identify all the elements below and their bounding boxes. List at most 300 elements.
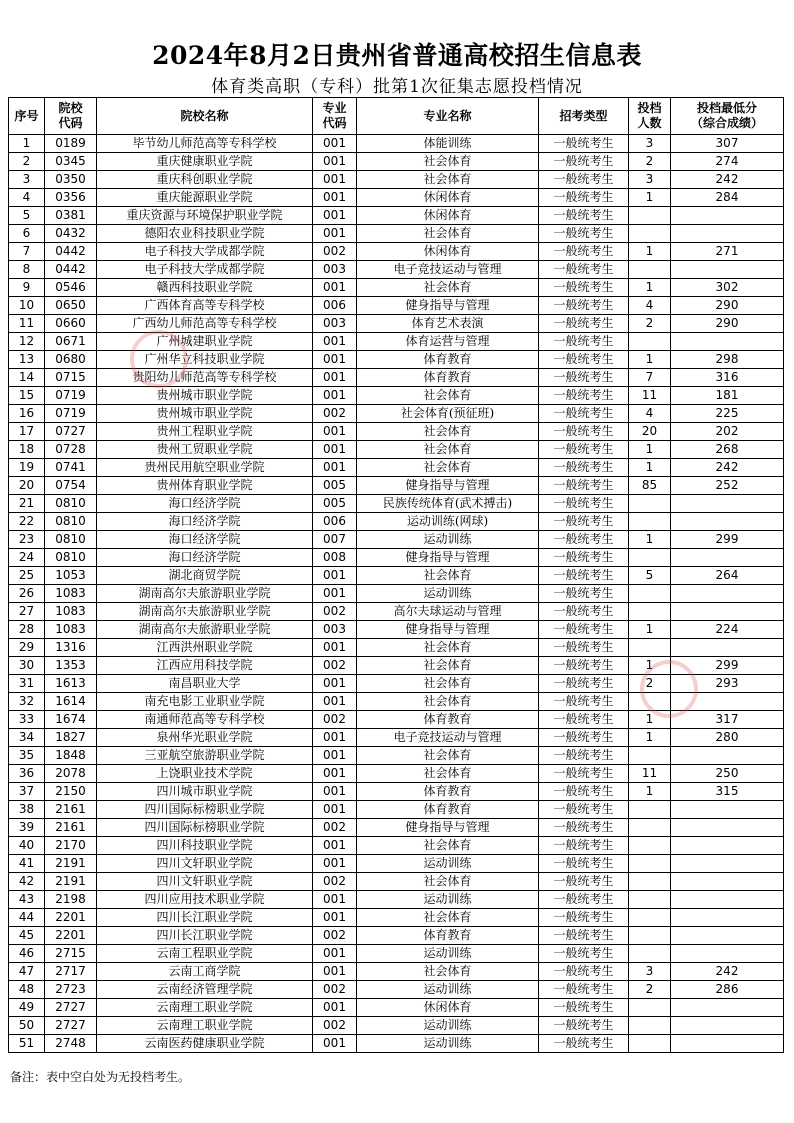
cell-min-score: [671, 909, 784, 927]
cell-major-name: 社会体育: [357, 675, 539, 693]
header-school-name: 院校名称: [97, 98, 313, 135]
cell-school-code: 0810: [45, 549, 97, 567]
cell-school-name: 三亚航空旅游职业学院: [97, 747, 313, 765]
cell-seq: 1: [9, 135, 45, 153]
cell-min-score: [671, 261, 784, 279]
cell-school-code: 1674: [45, 711, 97, 729]
table-body: [9, 135, 784, 1053]
cell-seq: 2: [9, 153, 45, 171]
cell-major-code: 001: [313, 171, 357, 189]
cell-count: [629, 639, 671, 657]
header-seq: 序号: [9, 98, 45, 135]
cell-min-score: [671, 873, 784, 891]
cell-school-code: 1827: [45, 729, 97, 747]
cell-school-code: 0350: [45, 171, 97, 189]
cell-count: 20: [629, 423, 671, 441]
cell-type: 一般统考生: [539, 999, 629, 1017]
cell-min-score: 307: [671, 135, 784, 153]
cell-major-name: 运动训练(网球): [357, 513, 539, 531]
cell-major-code: 001: [313, 765, 357, 783]
cell-school-name: 毕节幼儿师范高等专科学校: [97, 135, 313, 153]
table-row: [9, 225, 784, 243]
cell-type: 一般统考生: [539, 927, 629, 945]
table-row: [9, 693, 784, 711]
cell-school-code: 2198: [45, 891, 97, 909]
cell-seq: 31: [9, 675, 45, 693]
header-type: 招考类型: [539, 98, 629, 135]
cell-major-code: 001: [313, 189, 357, 207]
cell-type: 一般统考生: [539, 459, 629, 477]
cell-major-code: 001: [313, 747, 357, 765]
cell-count: 3: [629, 135, 671, 153]
cell-count: 2: [629, 675, 671, 693]
cell-type: 一般统考生: [539, 639, 629, 657]
cell-major-name: 社会体育: [357, 387, 539, 405]
cell-school-name: 贵阳幼儿师范高等专科学校: [97, 369, 313, 387]
cell-school-name: 云南经济管理学院: [97, 981, 313, 999]
cell-min-score: [671, 1017, 784, 1035]
cell-major-name: 社会体育: [357, 909, 539, 927]
cell-seq: 6: [9, 225, 45, 243]
cell-school-code: 2715: [45, 945, 97, 963]
cell-min-score: 242: [671, 171, 784, 189]
cell-school-name: 广州华立科技职业学院: [97, 351, 313, 369]
cell-school-name: 四川科技职业学院: [97, 837, 313, 855]
cell-major-code: 001: [313, 693, 357, 711]
cell-school-code: 2723: [45, 981, 97, 999]
cell-major-name: 体育教育: [357, 369, 539, 387]
cell-school-name: 四川国际标榜职业学院: [97, 819, 313, 837]
cell-school-name: 四川文轩职业学院: [97, 873, 313, 891]
table-row: [9, 1017, 784, 1035]
cell-major-code: 002: [313, 819, 357, 837]
cell-seq: 34: [9, 729, 45, 747]
cell-major-code: 001: [313, 333, 357, 351]
header-min-score: [671, 98, 784, 135]
table-row: [9, 855, 784, 873]
cell-count: 3: [629, 171, 671, 189]
cell-count: 1: [629, 351, 671, 369]
cell-school-code: 1053: [45, 567, 97, 585]
cell-type: 一般统考生: [539, 765, 629, 783]
cell-type: 一般统考生: [539, 909, 629, 927]
cell-count: [629, 909, 671, 927]
cell-school-name: 重庆能源职业学院: [97, 189, 313, 207]
cell-school-code: 0442: [45, 243, 97, 261]
cell-seq: 10: [9, 297, 45, 315]
cell-school-name: 四川应用技术职业学院: [97, 891, 313, 909]
cell-school-code: 1083: [45, 585, 97, 603]
cell-major-code: 002: [313, 657, 357, 675]
cell-major-code: 001: [313, 837, 357, 855]
cell-seq: 17: [9, 423, 45, 441]
cell-school-code: 0754: [45, 477, 97, 495]
cell-count: 1: [629, 441, 671, 459]
cell-major-name: 社会体育: [357, 837, 539, 855]
cell-school-name: 南充电影工业职业学院: [97, 693, 313, 711]
cell-seq: 49: [9, 999, 45, 1017]
table-row: [9, 675, 784, 693]
table-row: [9, 1035, 784, 1053]
cell-min-score: [671, 513, 784, 531]
cell-major-name: 运动训练: [357, 1017, 539, 1035]
cell-min-score: 299: [671, 531, 784, 549]
cell-school-name: 四川城市职业学院: [97, 783, 313, 801]
table-row: [9, 477, 784, 495]
cell-min-score: [671, 207, 784, 225]
cell-type: 一般统考生: [539, 801, 629, 819]
cell-school-name: 海口经济学院: [97, 531, 313, 549]
cell-min-score: [671, 603, 784, 621]
cell-school-name: 重庆健康职业学院: [97, 153, 313, 171]
cell-seq: 47: [9, 963, 45, 981]
cell-min-score: 252: [671, 477, 784, 495]
cell-school-code: 1353: [45, 657, 97, 675]
table-row: [9, 531, 784, 549]
cell-major-code: 002: [313, 405, 357, 423]
cell-major-name: 健身指导与管理: [357, 297, 539, 315]
table-row: [9, 351, 784, 369]
cell-type: 一般统考生: [539, 711, 629, 729]
cell-school-code: 0715: [45, 369, 97, 387]
cell-major-code: 001: [313, 855, 357, 873]
cell-type: 一般统考生: [539, 243, 629, 261]
cell-seq: 3: [9, 171, 45, 189]
table-row: [9, 297, 784, 315]
cell-major-code: 001: [313, 999, 357, 1017]
cell-type: 一般统考生: [539, 171, 629, 189]
cell-major-code: 006: [313, 297, 357, 315]
cell-type: 一般统考生: [539, 135, 629, 153]
cell-count: [629, 1035, 671, 1053]
cell-major-name: 社会体育: [357, 963, 539, 981]
cell-major-code: 001: [313, 585, 357, 603]
cell-school-code: 2717: [45, 963, 97, 981]
cell-seq: 11: [9, 315, 45, 333]
cell-school-code: 0671: [45, 333, 97, 351]
cell-min-score: 181: [671, 387, 784, 405]
cell-major-code: 001: [313, 153, 357, 171]
cell-major-code: 001: [313, 369, 357, 387]
cell-major-name: 高尔夫球运动与管理: [357, 603, 539, 621]
table-row: [9, 657, 784, 675]
table-row: [9, 981, 784, 999]
cell-major-name: 健身指导与管理: [357, 621, 539, 639]
table-row: [9, 729, 784, 747]
cell-type: 一般统考生: [539, 225, 629, 243]
cell-count: 1: [629, 279, 671, 297]
table-row: [9, 783, 784, 801]
cell-school-code: 2078: [45, 765, 97, 783]
cell-major-name: 社会体育: [357, 693, 539, 711]
cell-type: 一般统考生: [539, 297, 629, 315]
cell-seq: 13: [9, 351, 45, 369]
cell-major-code: 001: [313, 351, 357, 369]
cell-school-name: 湖南高尔夫旅游职业学院: [97, 621, 313, 639]
cell-count: 1: [629, 783, 671, 801]
cell-min-score: [671, 495, 784, 513]
cell-count: [629, 927, 671, 945]
cell-min-score: 293: [671, 675, 784, 693]
cell-seq: 48: [9, 981, 45, 999]
cell-school-code: 2727: [45, 999, 97, 1017]
cell-major-code: 001: [313, 909, 357, 927]
cell-major-name: 休闲体育: [357, 999, 539, 1017]
cell-type: 一般统考生: [539, 891, 629, 909]
cell-school-name: 四川文轩职业学院: [97, 855, 313, 873]
cell-school-code: 2191: [45, 873, 97, 891]
cell-min-score: 316: [671, 369, 784, 387]
cell-seq: 33: [9, 711, 45, 729]
cell-major-code: 007: [313, 531, 357, 549]
cell-count: 3: [629, 963, 671, 981]
cell-school-code: 2191: [45, 855, 97, 873]
cell-school-code: 2201: [45, 927, 97, 945]
cell-type: 一般统考生: [539, 963, 629, 981]
cell-major-code: 001: [313, 801, 357, 819]
cell-min-score: [671, 639, 784, 657]
cell-school-code: 0546: [45, 279, 97, 297]
table-row: [9, 801, 784, 819]
cell-count: [629, 513, 671, 531]
cell-min-score: 302: [671, 279, 784, 297]
cell-major-name: 社会体育: [357, 225, 539, 243]
cell-type: 一般统考生: [539, 549, 629, 567]
document-subtitle: 体育类高职（专科）批第1次征集志愿投档情况: [211, 77, 583, 97]
cell-major-name: 社会体育: [357, 873, 539, 891]
header-major-name: 专业名称: [357, 98, 539, 135]
table-row: [9, 135, 784, 153]
cell-seq: 7: [9, 243, 45, 261]
cell-min-score: 271: [671, 243, 784, 261]
cell-major-code: 006: [313, 513, 357, 531]
cell-count: 1: [629, 711, 671, 729]
cell-seq: 25: [9, 567, 45, 585]
cell-school-code: 2748: [45, 1035, 97, 1053]
table-row: [9, 333, 784, 351]
cell-seq: 30: [9, 657, 45, 675]
cell-type: 一般统考生: [539, 405, 629, 423]
table-row: [9, 639, 784, 657]
cell-school-code: 2150: [45, 783, 97, 801]
cell-min-score: [671, 999, 784, 1017]
cell-school-name: 广西体育高等专科学校: [97, 297, 313, 315]
cell-school-name: 贵州民用航空职业学院: [97, 459, 313, 477]
cell-school-name: 四川长江职业学院: [97, 927, 313, 945]
cell-school-code: 0189: [45, 135, 97, 153]
cell-major-code: 002: [313, 1017, 357, 1035]
cell-seq: 9: [9, 279, 45, 297]
table-row: [9, 765, 784, 783]
cell-major-name: 电子竞技运动与管理: [357, 261, 539, 279]
cell-seq: 22: [9, 513, 45, 531]
cell-major-code: 003: [313, 315, 357, 333]
cell-type: 一般统考生: [539, 657, 629, 675]
cell-min-score: 298: [671, 351, 784, 369]
cell-min-score: [671, 693, 784, 711]
cell-min-score: 290: [671, 315, 784, 333]
cell-major-name: 休闲体育: [357, 243, 539, 261]
cell-min-score: 268: [671, 441, 784, 459]
cell-major-name: 休闲体育: [357, 189, 539, 207]
cell-major-code: 001: [313, 387, 357, 405]
cell-type: 一般统考生: [539, 1035, 629, 1053]
cell-count: [629, 801, 671, 819]
cell-major-name: 运动训练: [357, 891, 539, 909]
cell-school-name: 湖南高尔夫旅游职业学院: [97, 585, 313, 603]
table-row: [9, 819, 784, 837]
cell-major-name: 健身指导与管理: [357, 819, 539, 837]
cell-major-name: 体育教育: [357, 711, 539, 729]
cell-major-code: 001: [313, 207, 357, 225]
table-row: [9, 963, 784, 981]
cell-type: 一般统考生: [539, 189, 629, 207]
cell-type: 一般统考生: [539, 675, 629, 693]
cell-type: 一般统考生: [539, 477, 629, 495]
table-row: [9, 243, 784, 261]
cell-count: 1: [629, 189, 671, 207]
cell-school-code: 1316: [45, 639, 97, 657]
cell-min-score: 284: [671, 189, 784, 207]
cell-count: [629, 585, 671, 603]
cell-major-name: 社会体育: [357, 567, 539, 585]
table-row: [9, 315, 784, 333]
cell-type: 一般统考生: [539, 423, 629, 441]
cell-seq: 42: [9, 873, 45, 891]
cell-major-code: 002: [313, 243, 357, 261]
cell-type: 一般统考生: [539, 621, 629, 639]
cell-major-name: 运动训练: [357, 981, 539, 999]
table-row: [9, 891, 784, 909]
cell-count: 4: [629, 297, 671, 315]
cell-school-code: 1083: [45, 621, 97, 639]
cell-count: [629, 693, 671, 711]
cell-school-code: 0810: [45, 531, 97, 549]
table-row: [9, 207, 784, 225]
cell-count: 2: [629, 315, 671, 333]
cell-type: 一般统考生: [539, 603, 629, 621]
cell-major-code: 001: [313, 423, 357, 441]
cell-seq: 32: [9, 693, 45, 711]
cell-major-code: 003: [313, 621, 357, 639]
cell-type: 一般统考生: [539, 315, 629, 333]
cell-count: [629, 1017, 671, 1035]
cell-seq: 20: [9, 477, 45, 495]
cell-major-name: 体育运营与管理: [357, 333, 539, 351]
header-count-text: 投档 人数: [637, 101, 662, 130]
cell-seq: 27: [9, 603, 45, 621]
cell-count: [629, 495, 671, 513]
header-major-code: [313, 98, 357, 135]
cell-type: 一般统考生: [539, 441, 629, 459]
cell-major-code: 003: [313, 261, 357, 279]
cell-seq: 5: [9, 207, 45, 225]
cell-seq: 8: [9, 261, 45, 279]
cell-count: 4: [629, 405, 671, 423]
cell-type: 一般统考生: [539, 729, 629, 747]
cell-school-name: 广西幼儿师范高等专科学校: [97, 315, 313, 333]
cell-type: 一般统考生: [539, 279, 629, 297]
header-school-code-text: 院校 代码: [58, 101, 83, 130]
cell-major-name: 体育教育: [357, 783, 539, 801]
cell-major-name: 体育教育: [357, 351, 539, 369]
cell-count: [629, 999, 671, 1017]
cell-type: 一般统考生: [539, 945, 629, 963]
cell-seq: 19: [9, 459, 45, 477]
cell-major-name: 社会体育: [357, 279, 539, 297]
cell-major-name: 健身指导与管理: [357, 477, 539, 495]
cell-count: [629, 819, 671, 837]
cell-seq: 40: [9, 837, 45, 855]
cell-min-score: 317: [671, 711, 784, 729]
table-row: [9, 873, 784, 891]
table-row: [9, 909, 784, 927]
cell-count: 7: [629, 369, 671, 387]
cell-min-score: [671, 333, 784, 351]
cell-seq: 26: [9, 585, 45, 603]
cell-seq: 12: [9, 333, 45, 351]
table-row: [9, 459, 784, 477]
cell-school-name: 贵州城市职业学院: [97, 387, 313, 405]
cell-school-code: 0719: [45, 387, 97, 405]
table-row: [9, 387, 784, 405]
cell-major-name: 社会体育: [357, 441, 539, 459]
cell-type: 一般统考生: [539, 351, 629, 369]
cell-major-name: 体育教育: [357, 927, 539, 945]
cell-type: 一般统考生: [539, 513, 629, 531]
cell-major-code: 001: [313, 891, 357, 909]
cell-school-code: 2170: [45, 837, 97, 855]
cell-count: [629, 891, 671, 909]
cell-major-code: 008: [313, 549, 357, 567]
table-row: [9, 171, 784, 189]
cell-school-code: 1613: [45, 675, 97, 693]
cell-major-name: 民族传统体育(武术搏击): [357, 495, 539, 513]
cell-count: 11: [629, 765, 671, 783]
cell-count: 1: [629, 459, 671, 477]
header-min-score-text: 投档最低分 （综合成绩）: [690, 101, 763, 130]
table-row: [9, 549, 784, 567]
cell-major-name: 运动训练: [357, 1035, 539, 1053]
cell-school-name: 湖北商贸学院: [97, 567, 313, 585]
cell-seq: 50: [9, 1017, 45, 1035]
table-row: [9, 747, 784, 765]
table-row: [9, 513, 784, 531]
cell-major-code: 001: [313, 945, 357, 963]
cell-major-name: 社会体育: [357, 747, 539, 765]
cell-count: [629, 837, 671, 855]
cell-school-code: 1614: [45, 693, 97, 711]
cell-type: 一般统考生: [539, 819, 629, 837]
cell-major-name: 社会体育(预征班): [357, 405, 539, 423]
cell-major-code: 001: [313, 441, 357, 459]
cell-min-score: 280: [671, 729, 784, 747]
cell-school-code: 0442: [45, 261, 97, 279]
cell-count: 85: [629, 477, 671, 495]
cell-school-name: 贵州工程职业学院: [97, 423, 313, 441]
cell-school-name: 广州城建职业学院: [97, 333, 313, 351]
cell-major-code: 001: [313, 279, 357, 297]
cell-major-code: 002: [313, 927, 357, 945]
cell-major-name: 社会体育: [357, 459, 539, 477]
cell-major-code: 001: [313, 1035, 357, 1053]
cell-major-code: 001: [313, 567, 357, 585]
table-row: [9, 603, 784, 621]
cell-school-name: 赣西科技职业学院: [97, 279, 313, 297]
cell-min-score: 315: [671, 783, 784, 801]
cell-seq: 18: [9, 441, 45, 459]
cell-seq: 16: [9, 405, 45, 423]
